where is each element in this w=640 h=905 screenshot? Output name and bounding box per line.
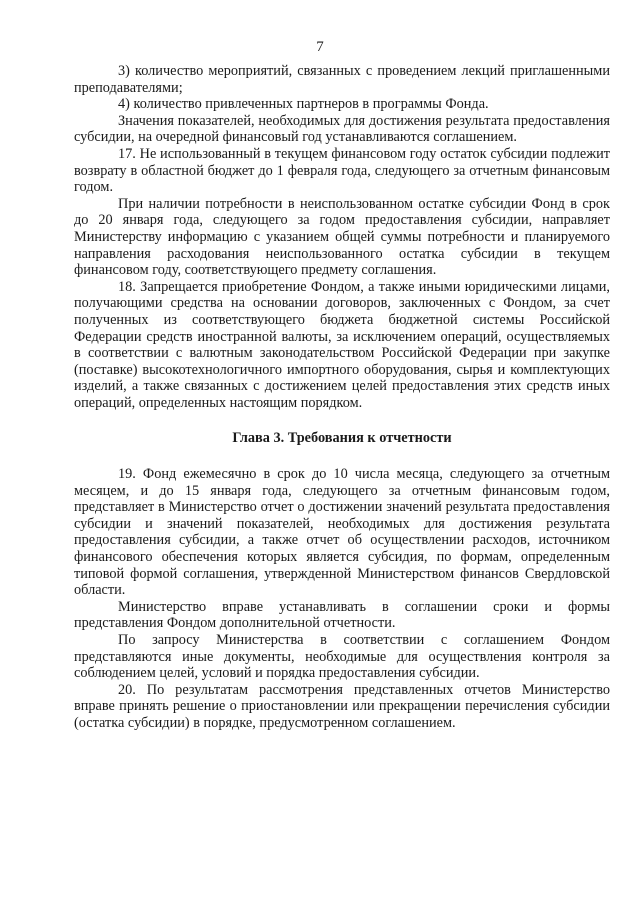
paragraph-17-remainder-need: При наличии потребности в неиспользованном остатке субсидии Фонд в срок до 20 января года, следующего за годом предоставления субсидии, направляет Министерству информацию с указанием общей суммы потребности и планируемого направления расходования неиспользованного остатка субсидии в текущем финансовом году, соответствующего предмету соглашения. (74, 195, 610, 279)
paragraph-19-additional-reporting: Министерство вправе устанавливать в соглашении сроки и формы представления Фондом дополнительной отчетности. (74, 598, 610, 632)
document-body (74, 63, 610, 732)
paragraph-19: 19. Фонд ежемесячно в срок до 10 числа месяца, следующего за отчетным месяцем, и до 15 января года, следующего за отчетным финансовым годом, представляет в Министерство отчет о достижении значений результата предоставления субсидии и значений показателей, необходимых для достижения результата предоставления субсидии, а также отчет об осуществлении расходов, источником финансового обеспечения которых является субсидия, по формам, определенным типовой формой соглашения, утвержденной Министерством финансов Свердловской области. (74, 466, 610, 599)
paragraph-item-4: 4) количество привлеченных партнеров в программы Фонда. (118, 96, 489, 113)
chapter-heading: Глава 3. Требования к отчетности (232, 430, 452, 447)
paragraph-indicator-values: Значения показателей, необходимых для достижения результата предоставления субсидии, на очередной финансовый год устанавливаются соглашением. (74, 112, 610, 146)
paragraph-item-3: 3) количество мероприятий, связанных с проведением лекций приглашенными преподавателями; (74, 63, 610, 96)
paragraph-19-on-request: По запросу Министерства в соответствии с соглашением Фондом представляются иные документы, необходимые для осуществления контроля за соблюдением целей, условий и порядка предоставления субсидии. (74, 632, 610, 682)
paragraph-20: 20. По результатам рассмотрения представленных отчетов Министерство вправе принять решение о приостановлении или прекращении перечисления субсидии (остатка субсидии) в порядке, предусмотренном соглашением. (74, 681, 610, 731)
paragraph-18: 18. Запрещается приобретение Фондом, а также иными юридическими лицами, получающими средства на основании договоров, заключенных с Фондом, за счет полученных из соответствующего бюджета бюджетной системы Российской Федерации средств иностранной валюты, за исключением операций, осуществляемых в соответствии с валютным законодательством Российской Федерации при закупке (поставке) высокотехнологичного импортного оборудования, сырья и комплектующих изделий, а также связанных с достижением целей предоставления этих средств иных операций, определенных настоящим порядком. (74, 278, 610, 411)
paragraph-17: 17. Не использованный в текущем финансовом году остаток субсидии подлежит возврату в областной бюджет до 1 февраля года, следующего за отчетным финансовым годом. (74, 145, 610, 196)
page-number: 7 (316, 39, 324, 55)
